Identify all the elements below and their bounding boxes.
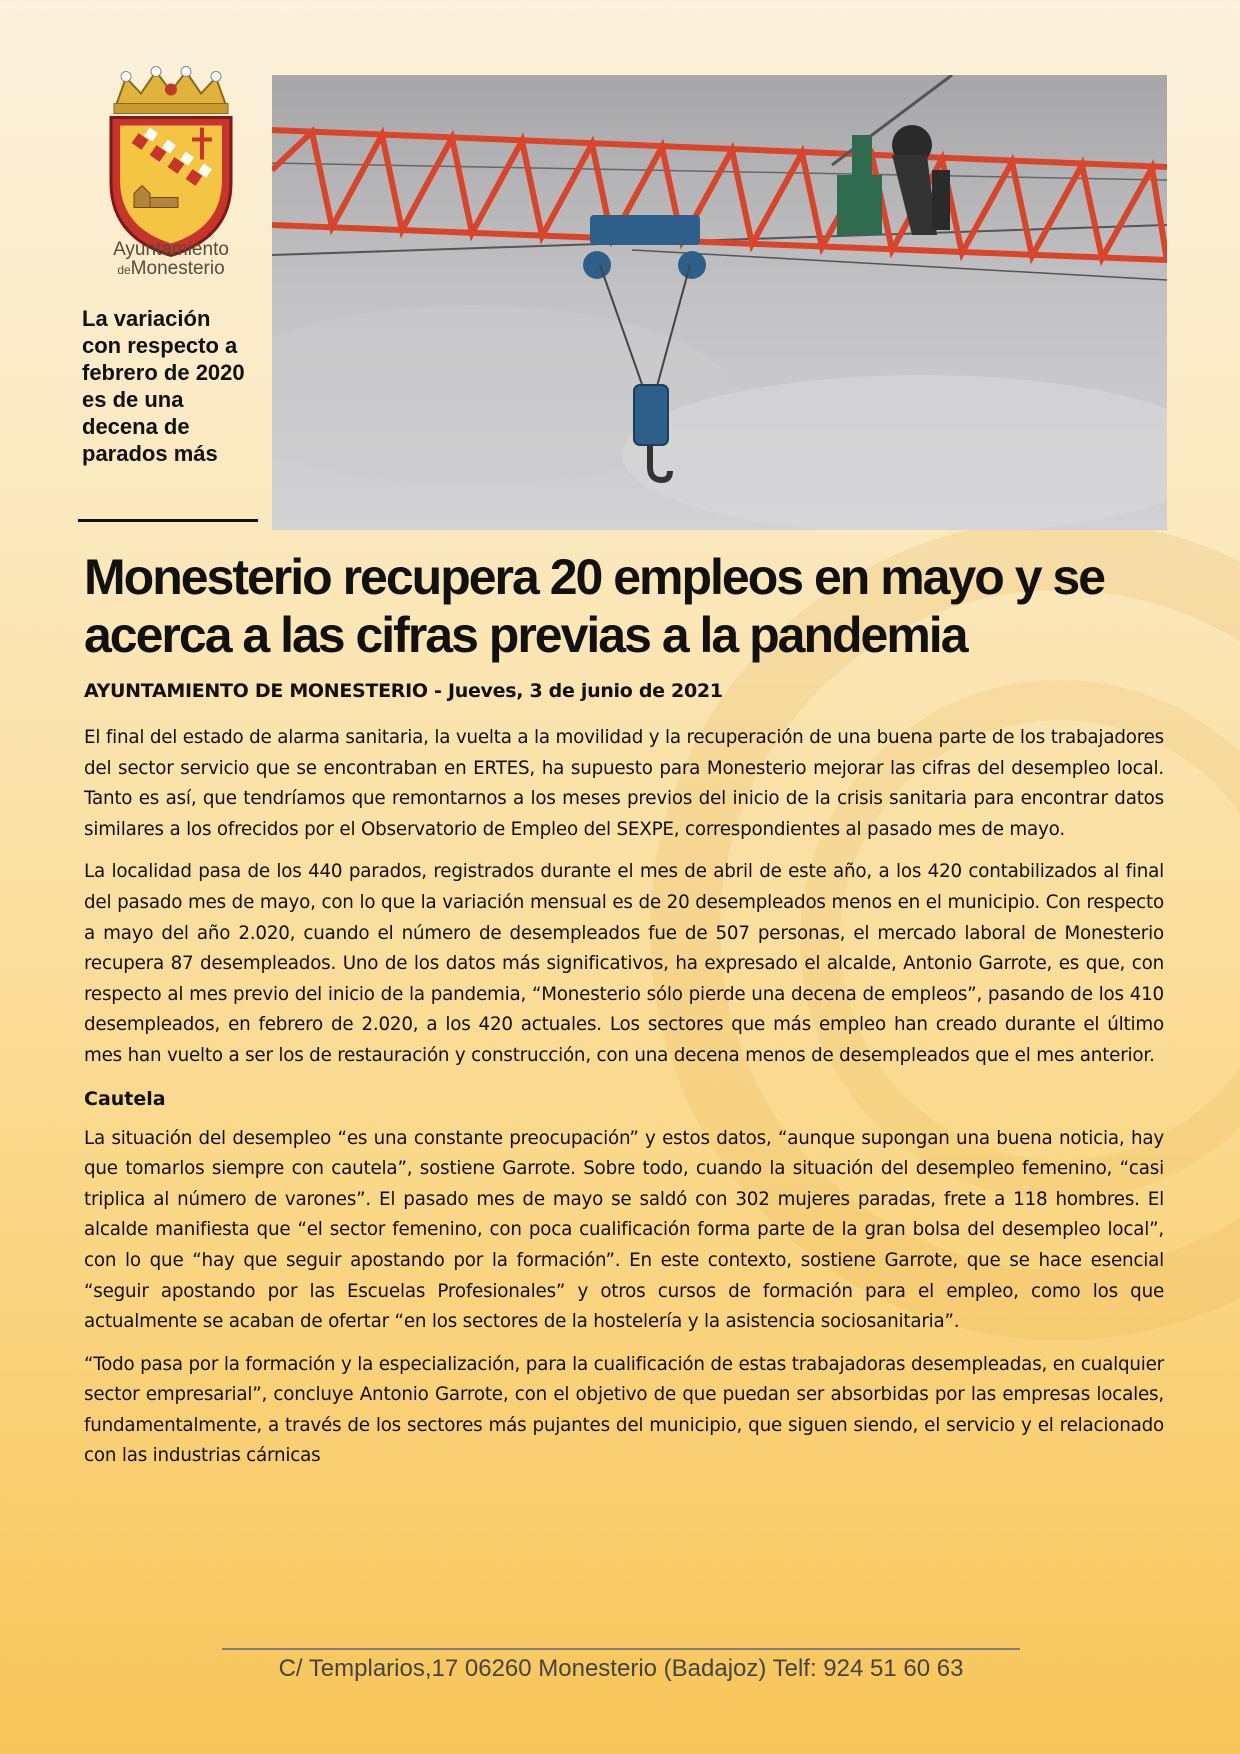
sidebar-divider: [78, 519, 258, 522]
article-paragraph-1: El final del estado de alarma sanitaria, la vuelta a la movilidad y la recuperación de una buena parte de los trabajadores del sector servicio que se encontraban en ERTES, ha supuesto para Monesterio mejorar las cifras del desempleo local. Tanto es así, que tendríamos que remontarnos a los meses previos del inicio de la crisis sanitaria para encontrar datos similares a los ofrecidos por el Observatorio de Empleo del SEXPE, correspondientes al pasado mes de mayo.: [84, 727, 1164, 840]
crane-photo: [272, 75, 1167, 530]
article-paragraph-4: “Todo pasa por la formación y la especialización, para la cualificación de estas trabajadoras desempleadas, en cualquier sector empresarial”, concluye Antonio Garrote, con el objetivo de que puedan ser absorbidas por las empresas locales, fundamentalmente, a través de los sectores más pujantes del municipio, que siguen siendo, el servicio y el relacionado con las industrias cárnicas: [84, 1353, 1164, 1467]
logo-caption-de: de: [117, 263, 131, 277]
logo-caption-ayuntamiento: Ayuntamiento: [113, 239, 229, 260]
article-paragraph-3: La situación del desempleo “es una constante preocupación” y estos datos, “aunque supongan una buena noticia, hay que tomarlos siempre con cautela”, sostiene Garrote. Sobre todo, cuando la situación del desempleo femenino, “casi triplica al número de varones”. El pasado mes de mayo se saldó con 302 mujeres paradas, frete a 118 hombres. El alcalde manifiesta que “el sector femenino, con poca cualificación forma parte de la gran bolsa del desempleo local”, con lo que “hay que seguir apostando por la formación”. En este contexto, sostiene Garrote, que se hace esencial “seguir apostando por las Escuelas Profesionales” y otros cursos de formación para el empleo, como los que actualmente se acaban de ofertar “en los sectores de la hostelería y la asistencia sociosanitaria”.: [84, 1127, 1164, 1333]
logo-caption-monesterio: Monesterio: [130, 258, 225, 279]
sidebar-pull-quote: La variación con respecto a febrero de 2020 es de una decena de parados más: [82, 306, 245, 466]
footer-divider: [222, 1648, 1020, 1650]
logo-caption: [96, 240, 246, 280]
footer-address: C/ Templarios,17 06260 Monesterio (Badajoz) Telf: 924 51 60 63: [278, 1655, 964, 1682]
article-headline: Monesterio recupera 20 empleos en mayo y se acerca a las cifras previas a la pandemia: [84, 549, 1105, 663]
article-subheading: Cautela: [84, 1087, 166, 1110]
article-byline: AYUNTAMIENTO DE MONESTERIO - Jueves, 3 de junio de 2021: [84, 680, 723, 702]
article-body: [84, 723, 1164, 1484]
article-paragraph-2: La localidad pasa de los 440 parados, registrados durante el mes de abril de este año, a los 420 contabilizados al final del pasado mes de mayo, con lo que la variación mensual es de 20 desempleados menos en el municipio. Con respecto a mayo del año 2.020, cuando el número de desempleados fue de 507 personas, el mercado laboral de Monesterio recupera 87 desempleados. Uno de los datos más significativos, ha expresado el alcalde, Antonio Garrote, es que, con respecto al mes previo del inicio de la pandemia, “Monesterio sólo pierde una decena de empleos”, pasando de los 410 desempleados, en febrero de 2.020, a los 420 actuales. Los sectores que más empleo han creado durante el último mes han vuelto a ser los de restauración y construcción, con una decena menos de desempleados que el mes anterior.: [84, 861, 1164, 1066]
